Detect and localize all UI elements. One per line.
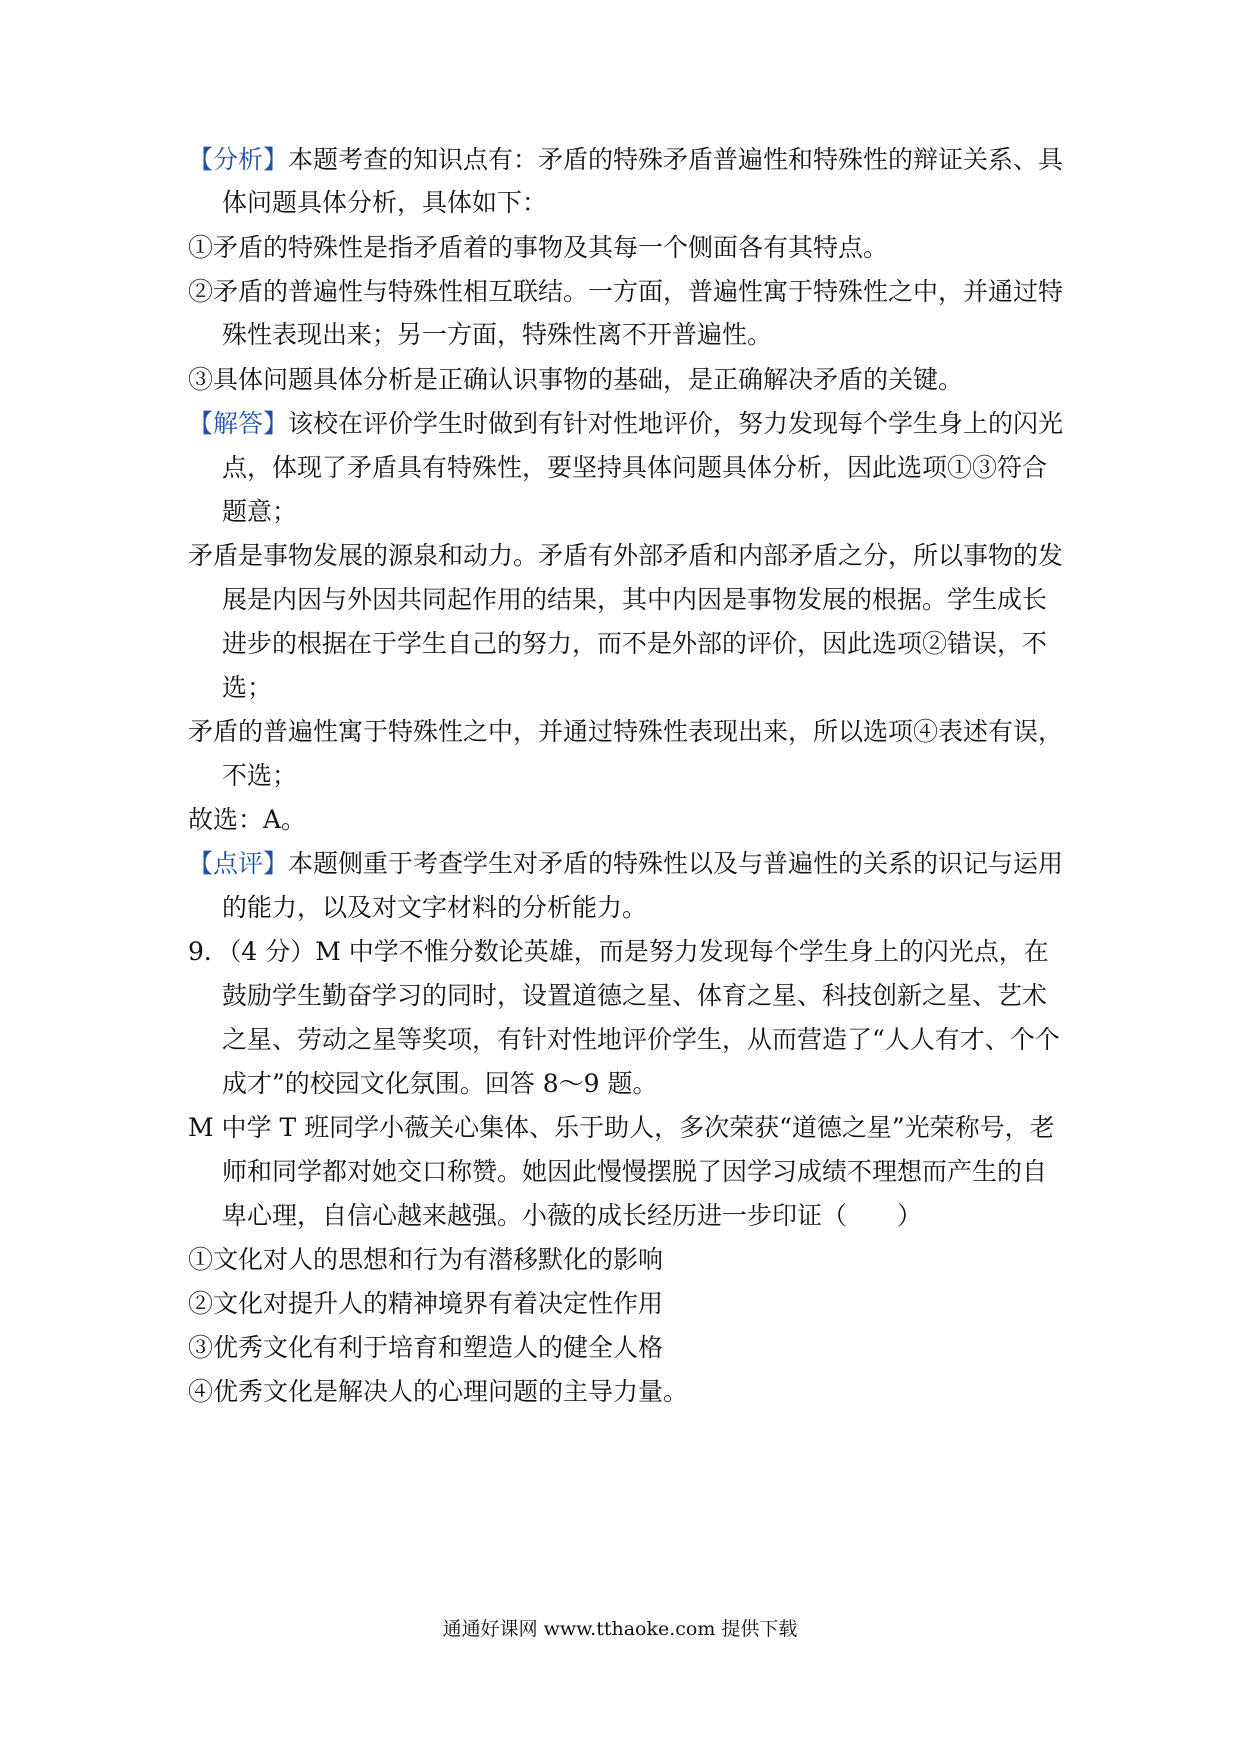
answer-para2-line-2: 展是内因与外因共同起作用的结果，其中内因是事物发展的根据。学生成长 <box>222 585 1048 614</box>
answer-choice: 故选：A。 <box>188 805 307 834</box>
analysis-line-2: 体问题具体分析，具体如下： <box>222 188 548 217</box>
question9-line-3: 之星、劳动之星等奖项，有针对性地评价学生，从而营造了“人人有才、个个 <box>222 1025 1060 1054</box>
question9-option-1: ①文化对人的思想和行为有潜移默化的影响 <box>188 1245 664 1274</box>
answer-para3-line-1: 矛盾的普遍性寓于特殊性之中，并通过特殊性表现出来，所以选项④表述有误， <box>188 717 1064 746</box>
comment-line-2: 的能力，以及对文字材料的分析能力。 <box>222 893 648 922</box>
question9-stem-3: 卑心理，自信心越来越强。小薇的成长经历进一步印证（ ） <box>222 1201 923 1230</box>
question9-line-4: 成才”的校园文化氛围。回答 8～9 题。 <box>222 1069 658 1098</box>
analysis-text-1: 本题考查的知识点有：矛盾的特殊矛盾普遍性和特殊性的辩证关系、具 <box>288 145 1064 174</box>
analysis-point-1: ①矛盾的特殊性是指矛盾着的事物及其每一个侧面各有其特点。 <box>188 233 889 262</box>
question9-stem-1: M 中学 T 班同学小薇关心集体、乐于助人，多次荣获“道德之星”光荣称号，老 <box>188 1113 1055 1142</box>
question9-line-1: 9．（4 分）M 中学不惟分数论英雄，而是努力发现每个学生身上的闪光点，在 <box>188 937 1049 966</box>
comment-text-1: 本题侧重于考查学生对矛盾的特殊性以及与普遍性的关系的识记与运用 <box>288 849 1064 878</box>
analysis-point-3: ③具体问题具体分析是正确认识事物的基础，是正确解决矛盾的关键。 <box>188 365 964 394</box>
question9-stem-2: 师和同学都对她交口称赞。她因此慢慢摆脱了因学习成绩不理想而产生的自 <box>222 1157 1048 1186</box>
answer-para2-line-1: 矛盾是事物发展的源泉和动力。矛盾有外部矛盾和内部矛盾之分，所以事物的发 <box>188 541 1064 570</box>
answer-line-2: 点，体现了矛盾具有特殊性，要坚持具体问题具体分析，因此选项①③符合 <box>222 453 1048 482</box>
answer-text-1: 该校在评价学生时做到有针对性地评价，努力发现每个学生身上的闪光 <box>288 409 1064 438</box>
answer-tag: 【解答】 <box>188 409 289 438</box>
comment-tag: 【点评】 <box>188 849 289 878</box>
answer-para2-line-4: 选； <box>222 673 273 702</box>
answer-line-1 <box>188 407 1068 441</box>
question9-option-4: ④优秀文化是解决人的心理问题的主导力量。 <box>188 1377 689 1406</box>
analysis-point-2-cont: 殊性表现出来；另一方面，特殊性离不开普遍性。 <box>222 320 773 349</box>
analysis-line-1 <box>188 143 1068 177</box>
analysis-point-2: ②矛盾的普遍性与特殊性相互联结。一方面，普遍性寓于特殊性之中，并通过特 <box>188 277 1064 306</box>
answer-para2-line-3: 进步的根据在于学生自己的努力，而不是外部的评价，因此选项②错误，不 <box>222 629 1048 658</box>
question9-option-3: ③优秀文化有利于培育和塑造人的健全人格 <box>188 1333 664 1362</box>
answer-para3-line-2: 不选； <box>222 761 298 790</box>
analysis-tag: 【分析】 <box>188 145 289 174</box>
comment-line-1 <box>188 847 1068 881</box>
page-footer: 通通好课网 www.tthaoke.com 提供下载 <box>442 1618 798 1640</box>
question9-option-2: ②文化对提升人的精神境界有着决定性作用 <box>188 1289 664 1318</box>
answer-line-3: 题意； <box>222 497 298 526</box>
question9-line-2: 鼓励学生勤奋学习的同时，设置道德之星、体育之星、科技创新之星、艺术 <box>222 981 1048 1010</box>
